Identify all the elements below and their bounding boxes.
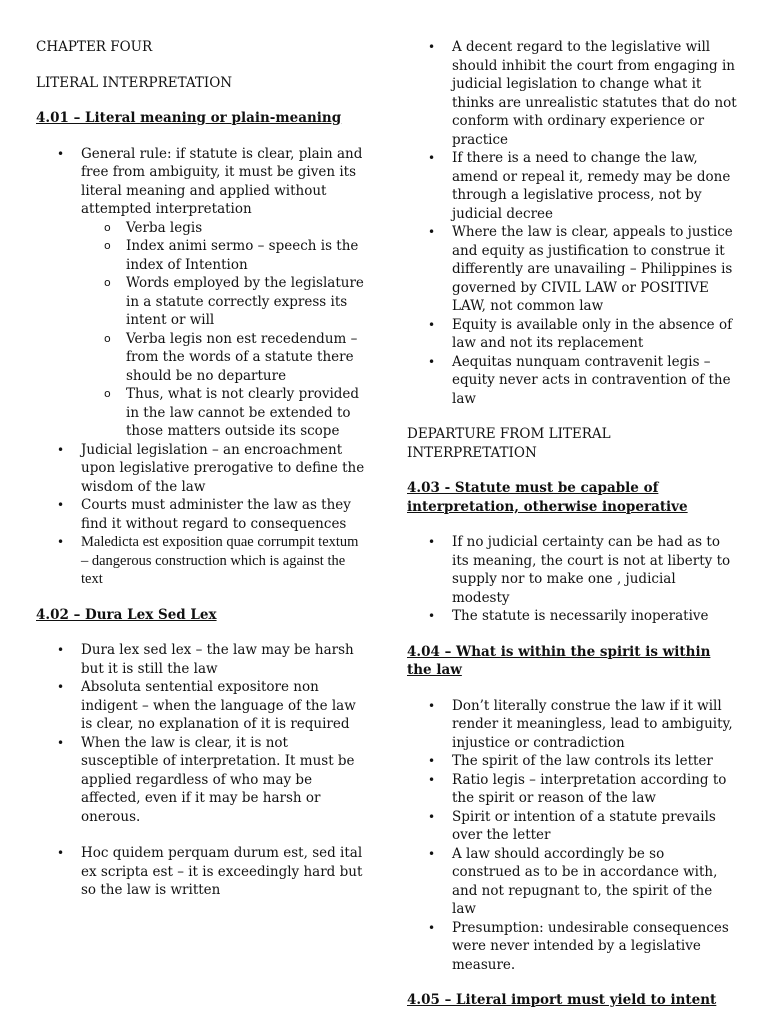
list-item: • Don’t literally construe the law if it will render it meaningless, lead to ambiguity, injustice or contradiction — [452, 697, 737, 753]
list-item: • A decent regard to the legislative will should inhibit the court from engaging in judicial legislation to change what it thinks are unrealistic statutes that do not conform with ordinary experience or practice — [452, 38, 737, 149]
section-4-01-list — [36, 145, 366, 589]
section-4-03-list — [407, 533, 737, 626]
section-4-02-list — [36, 641, 366, 900]
list-item: • Ratio legis – interpretation according to the spirit or reason of the law — [452, 771, 737, 808]
continued-list — [407, 38, 737, 408]
list-item — [81, 145, 366, 441]
list-item: • Hoc quidem perquam durum est, sed ital ex scripta est – it is exceedingly hard but so the law is written — [81, 844, 366, 900]
sub-list-item: o Verba legis — [126, 219, 366, 238]
list-item: • A law should accordingly be so construed as to be in accordance with, and not repugnant to, the spirit of the law — [452, 845, 737, 919]
list-item: • Where the law is clear, appeals to justice and equity as justification to construe it differently are unavailing – Philippines is governed by CIVIL LAW or POSITIVE LAW, not common law — [452, 223, 737, 316]
section-heading-4-01: 4.01 – Literal meaning or plain-meaning — [36, 110, 342, 126]
list-item: • If no judicial certainty can be had as to its meaning, the court is not at liberty to supply nor to make one , judicial modesty — [452, 533, 737, 607]
section-heading-4-02: 4.02 – Dura Lex Sed Lex — [36, 606, 217, 623]
list-item: • Spirit or intention of a statute prevails over the letter — [452, 808, 737, 845]
section-heading-4-05: 4.05 – Literal import must yield to intent — [407, 992, 717, 1008]
list-item: • The spirit of the law controls its letter — [452, 752, 737, 771]
list-item: • Aequitas nunquam contravenit legis – equity never acts in contravention of the law — [452, 353, 737, 409]
chapter-label: CHAPTER FOUR — [36, 39, 153, 55]
sub-list-item: o Thus, what is not clearly provided in the law cannot be extended to those matters outside its scope — [126, 385, 366, 441]
list-item: • Dura lex sed lex – the law may be harsh but it is still the law — [81, 641, 366, 678]
section-4-04-list — [407, 697, 737, 975]
section-heading-4-04: 4.04 – What is within the spirit is within the law — [407, 643, 711, 678]
list-item: • Equity is available only in the absence of law and not its replacement — [452, 316, 737, 353]
sub-list-item: o Verba legis non est recedendum – from the words of a statute there should be no departure — [126, 330, 366, 386]
list-item: • The statute is necessarily inoperative — [452, 607, 737, 626]
list-item: • Absoluta sentential expositore non indigent – when the language of the law is clear, no explanation of it is required — [81, 678, 366, 734]
list-item: • If there is a need to change the law, amend or repeal it, remedy may be done through a legislative process, not by judicial decree — [452, 149, 737, 223]
list-item: • Judicial legislation – an encroachment upon legislative prerogative to define the wisdom of the law — [81, 441, 366, 497]
list-item-text: General rule: if statute is clear, plain and free from ambiguity, it must be given its literal meaning and applied without attempted interpretation — [81, 145, 363, 217]
section-heading-4-03: 4.03 - Statute must be capable of interpretation, otherwise inoperative — [407, 480, 688, 515]
sub-list-item: o Index animi sermo – speech is the index of Intention — [126, 237, 366, 274]
departure-heading: DEPARTURE FROM LITERAL INTERPRETATION — [407, 426, 611, 461]
list-item: • Presumption: undesirable consequences were never intended by a legislative measure. — [452, 919, 737, 975]
list-item: • When the law is clear, it is not susceptible of interpretation. It must be applied regardless of who may be affected, even if it may be harsh or onerous. — [81, 734, 366, 827]
left-column — [36, 38, 366, 917]
chapter-title: LITERAL INTERPRETATION — [36, 74, 233, 91]
sub-list — [81, 219, 366, 441]
list-item: • Courts must administer the law as they find it without regard to consequences — [81, 496, 366, 533]
right-column — [407, 38, 737, 1027]
list-item: • Maledicta est exposition quae corrumpit textum – dangerous construction which is against the text — [81, 533, 366, 589]
sub-list-item: o Words employed by the legislature in a statute correctly express its intent or will — [126, 274, 366, 330]
